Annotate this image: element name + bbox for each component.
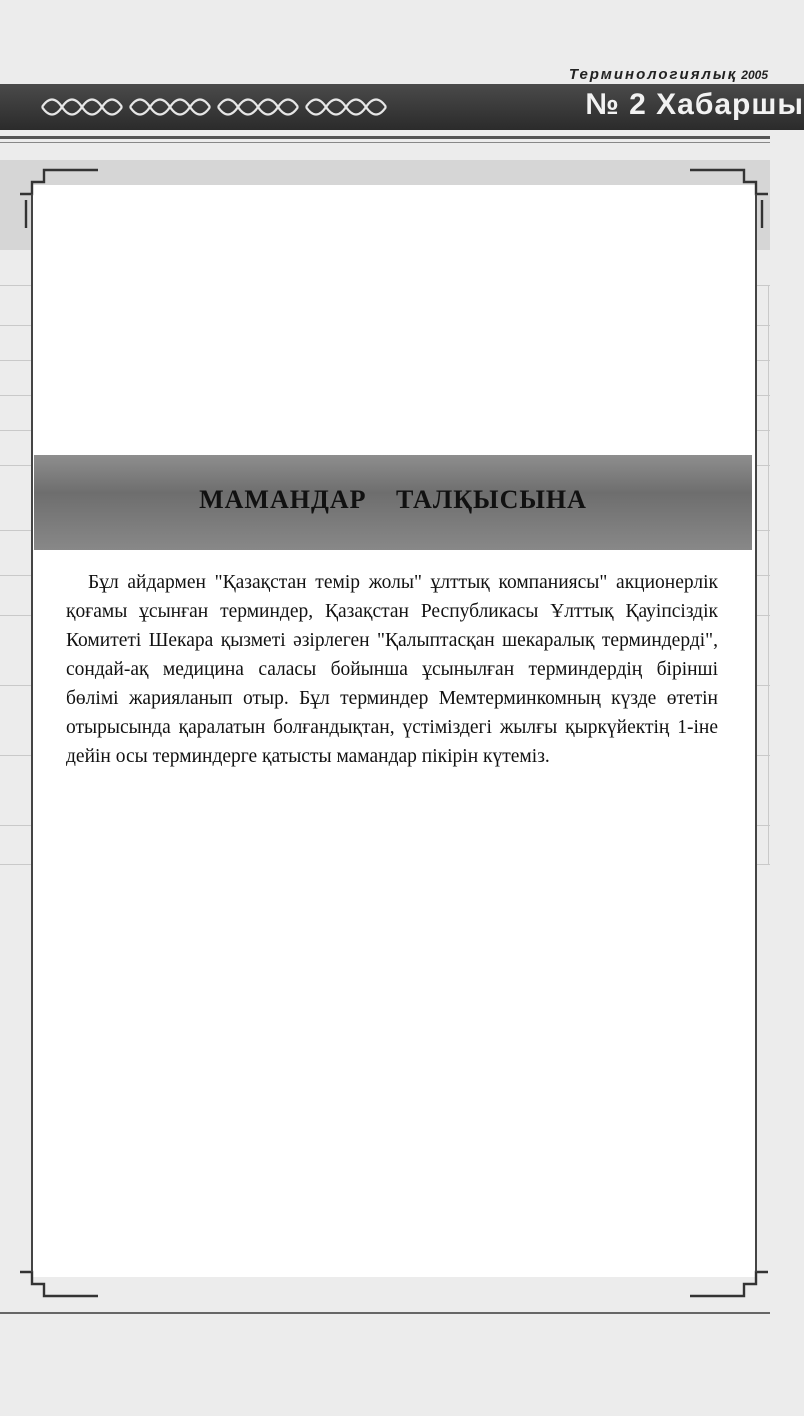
issue-title: № 2 Хабаршы xyxy=(585,88,804,121)
header-rule xyxy=(0,136,770,139)
journal-year: 2005 xyxy=(741,68,768,82)
header-band xyxy=(0,84,804,130)
ornament-icon xyxy=(38,90,388,124)
journal-name: Терминологиялық xyxy=(568,66,738,83)
article-heading: МАМАНДАР ТАЛҚЫСЫНА xyxy=(199,485,587,514)
heading-banner xyxy=(34,455,752,550)
article-body: Бұл айдармен "Қазақстан темір жолы" ұлттық компаниясы" акционерлік қоғамы ұсынған терминдер, Қазақстан Республикасы Ұлттық Қауіпсіздік Комитеті Шекара қызметі әзірлеген "Қалыптасқан шекаралық терминдерді", сондай-ақ медицина саласы бойынша ұсынылған терминдердің бірінші бөлімі жарияланып отыр. Бұл терминдер Мемтерминкомның күзде өтетін отырысында қаралатын болғандықтан, үстіміздегі жылғы қыркүйектің 1-іне дейін осы терминдерге қатысты мамандар пікірін күтеміз. xyxy=(66,572,718,767)
journal-title xyxy=(569,66,768,83)
header-rule-thin xyxy=(0,142,770,143)
bottom-rule xyxy=(0,1312,770,1314)
